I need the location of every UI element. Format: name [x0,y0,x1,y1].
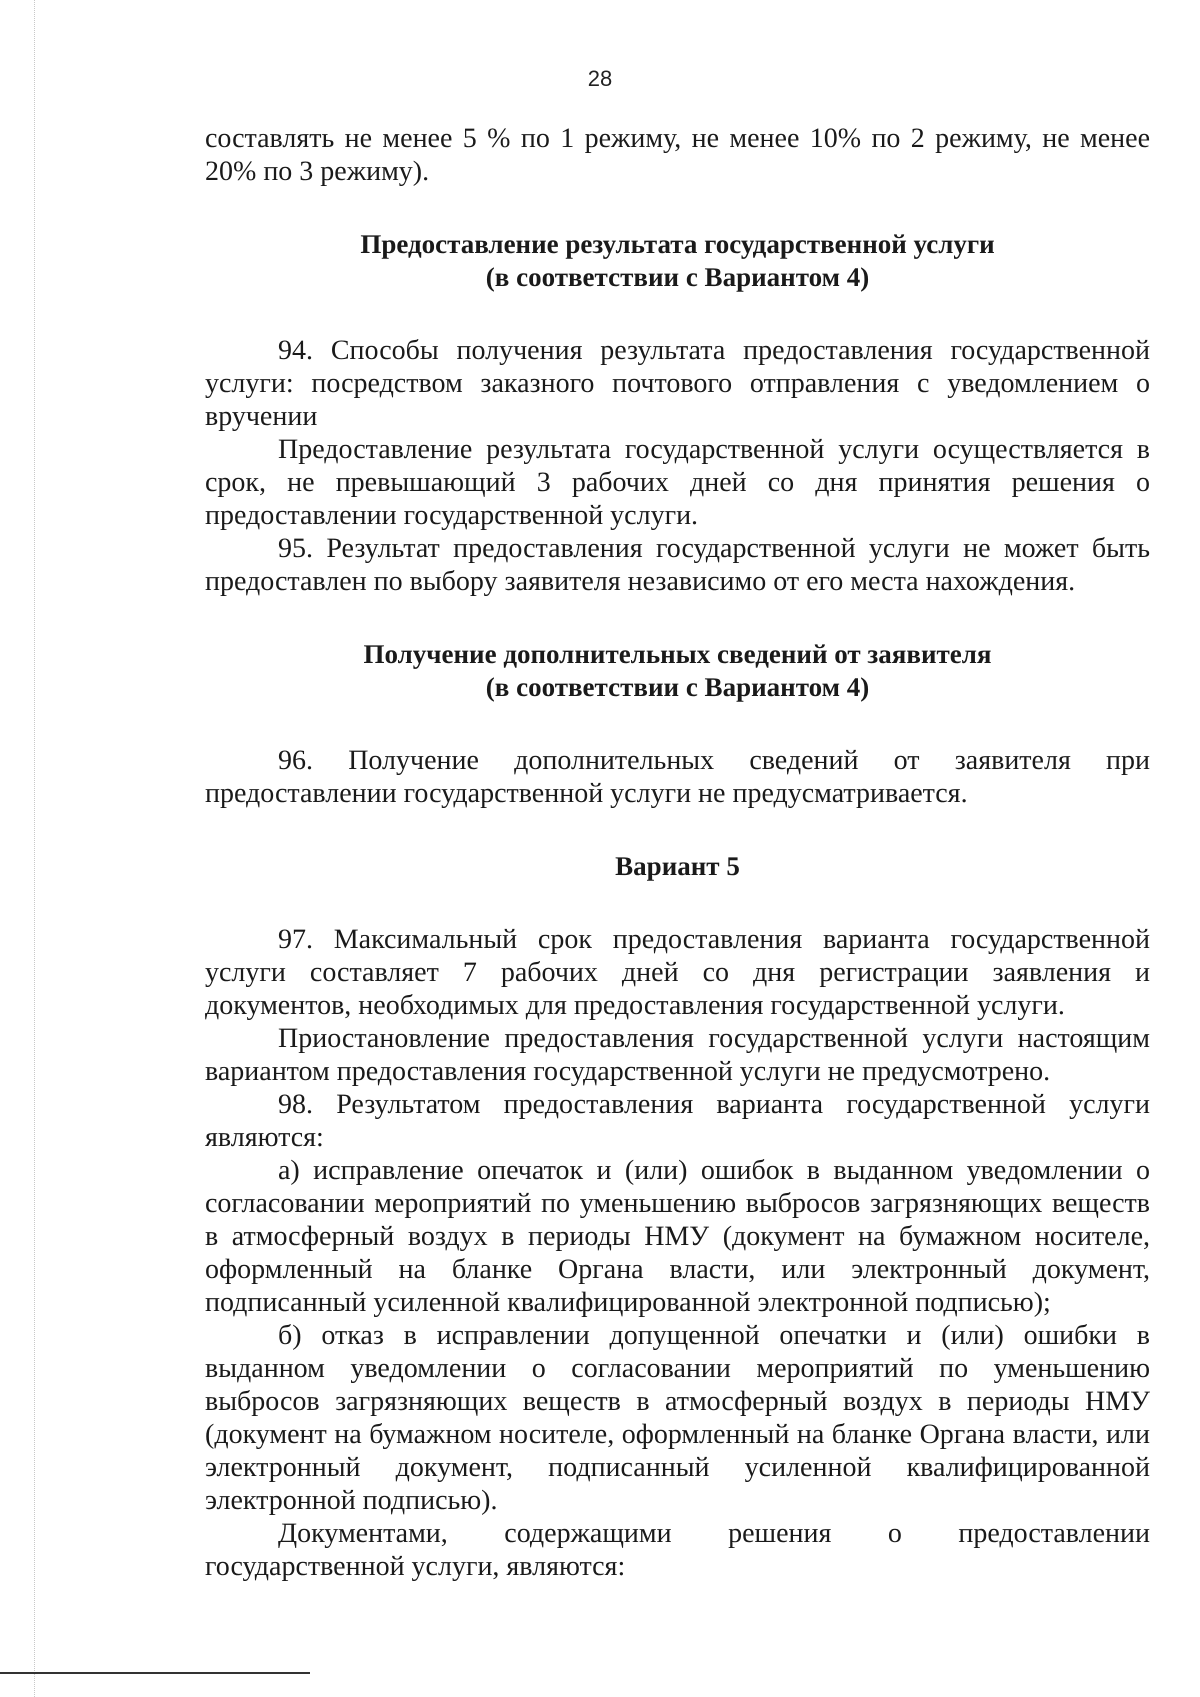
section-heading-variant-5 [205,850,1150,883]
paragraph-94: 94. Способы получения результата предоставления государственной услуги: посредством заказного почтового отправления с уведомлением о вручении [205,335,1150,432]
paragraph-95: 95. Результат предоставления государственной услуги не может быть предоставлен по выбору заявителя независимо от его места нахождения. [205,533,1150,597]
paragraph-98-b: б) отказ в исправлении допущенной опечатки и (или) ошибки в выданном уведомлении о согласовании мероприятий по уменьшению выбросов загрязняющих веществ в атмосферный воздух в периоды НМУ (документ на бумажном носителе, оформленный на бланке Органа власти, или электронный документ, подписанный усиленной квалифицированной электронной подписью). [205,1320,1150,1516]
heading-line: Вариант 5 [615,851,740,881]
heading-line: Получение дополнительных сведений от заявителя [363,639,992,669]
paragraph-94-term: Предоставление результата государственной услуги осуществляется в срок, не превышающий 3 рабочих дней со дня принятия решения о предоставлении государственной услуги. [205,434,1150,531]
paragraph-96: 96. Получение дополнительных сведений от заявителя при предоставлении государственной услуги не предусматривается. [205,745,1150,809]
page-number: 28 [587,66,613,91]
paragraph-decision-documents: Документами, содержащими решения о предоставлении государственной услуги, являются: [205,1518,1150,1582]
paragraph-97-suspension: Приостановление предоставления государственной услуги настоящим вариантом предоставления государственной услуги не предусмотрено. [205,1023,1150,1087]
section-heading-result [205,228,1150,294]
paragraph-98: 98. Результатом предоставления варианта государственной услуги являются: [205,1089,1150,1153]
paragraph-97: 97. Максимальный срок предоставления варианта государственной услуги составляет 7 рабочих дней со дня регистрации заявления и документов, необходимых для предоставления государственной услуги. [205,924,1150,1021]
paragraph-continuation: составлять не менее 5 % по 1 режиму, не менее 10% по 2 режиму, не менее 20% по 3 режиму). [205,123,1150,187]
section-heading-additional-info [205,638,1150,704]
heading-line: (в соответствии с Вариантом 4) [485,262,870,292]
document-body [205,122,1150,1583]
paragraph-98-a: а) исправление опечаток и (или) ошибок в выданном уведомлении о согласовании мероприятий по уменьшению выбросов загрязняющих веществ в атмосферный воздух в периоды НМУ (документ на бумажном носителе, оформленный на бланке Органа власти, или электронный документ, подписанный усиленной квалифицированной электронной подписью); [205,1155,1150,1318]
heading-line: (в соответствии с Вариантом 4) [485,672,870,702]
scan-edge-line [34,0,35,1697]
heading-line: Предоставление результата государственной услуги [360,229,995,259]
footnote-rule [0,1672,310,1674]
